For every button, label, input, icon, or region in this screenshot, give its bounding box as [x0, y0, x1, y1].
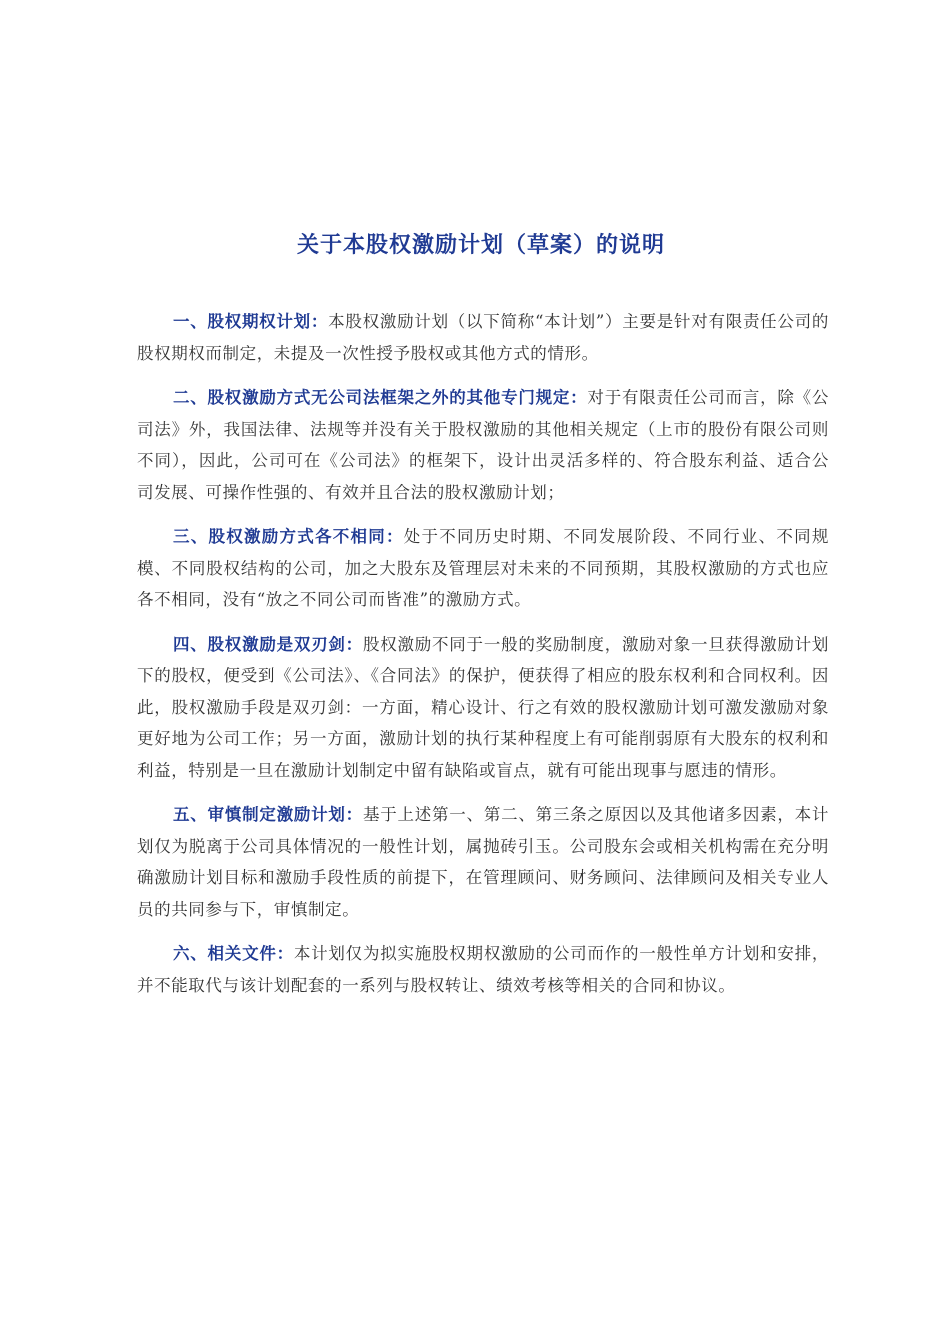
paragraph-prudent-formulation — [137, 799, 829, 925]
paragraph-no-special-rules — [137, 382, 829, 508]
document-body — [137, 306, 829, 1014]
paragraph-methods-differ — [137, 521, 829, 616]
paragraph-text: 基于上述第一、第二、第三条之原因以及其他诸多因素，本计划仅为脱离于公司具体情况的一般性计划，属抛砖引玉。公司股东会或相关机构需在充分明确激励计划目标和激励手段性质的前提下，在管理顾问、财务顾问、法律顾问及相关专业人员的共同参与下，审慎制定。 — [137, 805, 830, 919]
paragraph-text: 本计划仅为拟实施股权期权激励的公司而作的一般性单方计划和安排，并不能取代与该计划配套的一系列与股权转让、绩效考核等相关的合同和协议。 — [137, 944, 829, 995]
paragraph-heading: 一、股权期权计划： — [173, 312, 329, 331]
paragraph-heading: 六、相关文件： — [173, 944, 294, 963]
paragraph-stock-option-plan — [137, 306, 829, 369]
paragraph-related-documents — [137, 938, 829, 1001]
paragraph-text: 处于不同历史时期、不同发展阶段、不同行业、不同规模、不同股权结构的公司，加之大股东及管理层对未来的不同预期，其股权激励的方式也应各不相同，没有“放之不同公司而皆准”的激励方式。 — [137, 527, 829, 609]
paragraph-heading: 三、股权激励方式各不相同： — [173, 527, 404, 546]
document-title: 关于本股权激励计划（草案）的说明 — [296, 233, 665, 258]
paragraph-heading: 四、股权激励是双刃剑： — [173, 634, 363, 654]
paragraph-heading: 五、审慎制定激励计划： — [173, 805, 363, 824]
paragraph-heading: 二、股权激励方式无公司法框架之外的其他专门规定： — [173, 388, 588, 407]
paragraph-double-edged-sword — [137, 629, 829, 787]
paragraph-text: 股权激励不同于一般的奖励制度，激励对象一旦获得激励计划下的股权，便受到《公司法》、《合同法》的保护，便获得了相应的股东权利和合同权利。因此，股权激励手段是双刃剑：一方面，精心设计、行之有效的股权激励计划可激发激励对象更好地为公司工作；另一方面，激励计划的执行某种程度上有可能削弱原有大股东的权利和利益，特别是一旦在激励计划制定中留有缺陷或盲点，就有可能出现事与愿违的情形。 — [137, 634, 830, 780]
paragraph-text: 对于有限责任公司而言，除《公司法》外，我国法律、法规等并没有关于股权激励的其他相关规定（上市的股份有限公司则不同），因此，公司可在《公司法》的框架下，设计出灵活多样的、符合股东利益、适合公司发展、可操作性强的、有效并且合法的股权激励计划； — [137, 388, 829, 502]
paragraph-text: 本股权激励计划（以下简称“本计划”）主要是针对有限责任公司的股权期权而制定，未提及一次性授予股权或其他方式的情形。 — [137, 312, 829, 363]
